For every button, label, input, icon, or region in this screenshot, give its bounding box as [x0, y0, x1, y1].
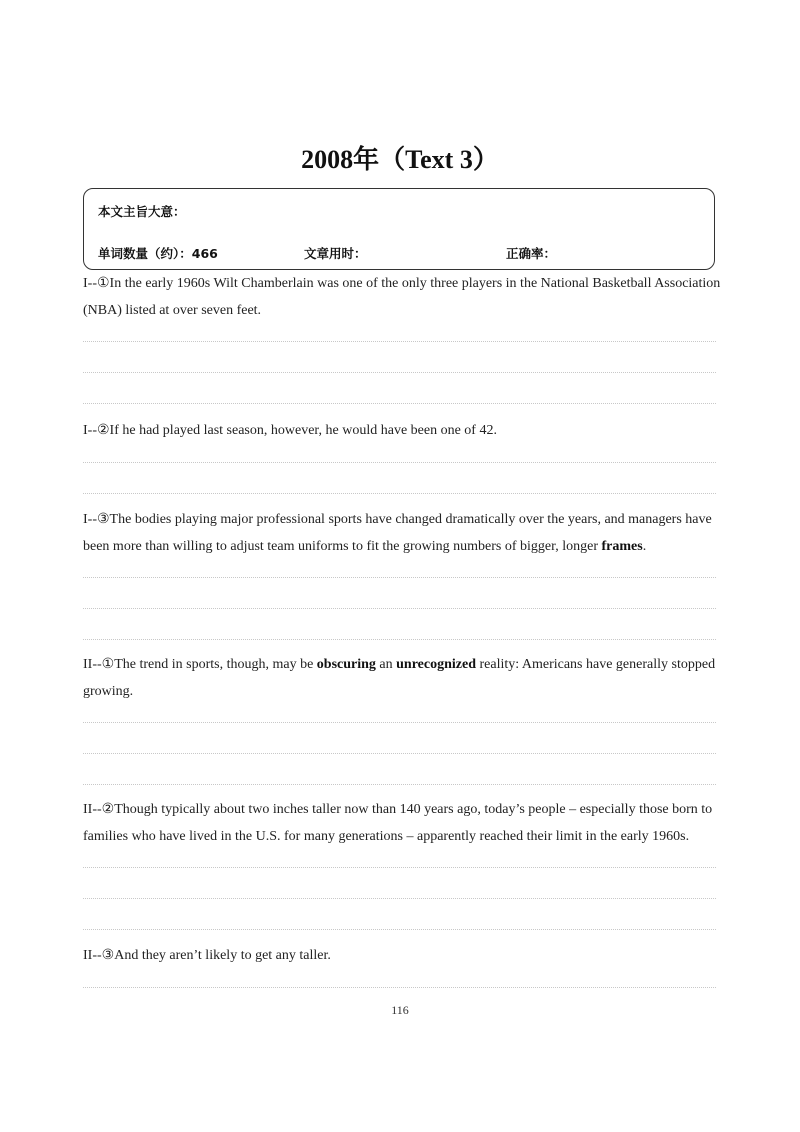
sentence-1-1 — [83, 270, 723, 324]
sentence-id: II--③ — [83, 948, 115, 963]
time-label: 文章用时： — [304, 246, 367, 261]
sentence-text: The bodies playing major professional sports have changed dramatically over the years, and managers have been more than willing to adjust team uniforms to fit the growing numbers of bigger, longer — [83, 512, 712, 554]
sentence-text: If he had played last season, however, he would have been one of 42. — [109, 423, 497, 438]
page-number: 116 — [391, 1003, 409, 1017]
answer-line — [83, 898, 716, 899]
answer-line — [83, 372, 716, 373]
sentence-text: In the early 1960s Wilt Chamberlain was one of the only three players in the National Basketball Association (NBA) listed at over seven feet. — [83, 276, 721, 318]
vocab-word: unrecognized — [396, 657, 476, 672]
sentence-id: I--① — [83, 276, 110, 291]
main-idea-label: 本文主旨大意： — [98, 204, 186, 219]
answer-line — [83, 403, 716, 404]
answer-line — [83, 867, 716, 868]
sentence-2-1 — [83, 651, 723, 705]
answer-line — [83, 462, 716, 463]
answer-line — [83, 577, 716, 578]
answer-line — [83, 639, 716, 640]
accuracy-label: 正确率： — [506, 246, 557, 261]
answer-line — [83, 987, 716, 988]
word-count-label: 单词数量（约）：466 — [98, 246, 218, 261]
answer-line — [83, 929, 716, 930]
sentence-2-3 — [83, 942, 723, 969]
vocab-word: obscuring — [316, 657, 376, 672]
sentence-2-2 — [83, 796, 723, 850]
sentence-text: an — [375, 657, 397, 672]
sentence-1-2 — [83, 417, 723, 444]
sentence-text: The trend in sports, though, may be — [114, 657, 317, 672]
sentence-id: II--① — [83, 657, 115, 672]
answer-line — [83, 608, 716, 609]
sentence-id: I--③ — [83, 512, 110, 527]
sentence-id: I--② — [83, 423, 110, 438]
answer-line — [83, 493, 716, 494]
sentence-text: reality: Americans have generally stopped growing. — [83, 657, 716, 699]
answer-line — [83, 722, 716, 723]
sentence-1-3 — [83, 506, 723, 560]
sentence-text: And they aren’t likely to get any taller. — [114, 948, 331, 963]
answer-line — [83, 341, 716, 342]
info-box — [83, 188, 715, 270]
sentence-text: . — [642, 539, 647, 554]
vocab-word: frames — [601, 539, 643, 554]
answer-line — [83, 784, 716, 785]
sentence-id: II--② — [83, 802, 115, 817]
sentence-text: Though typically about two inches taller now than 140 years ago, today’s people – especially those born to families who have lived in the U.S. for many generations – apparently reached their limit in the early 1960s. — [83, 802, 713, 844]
page-title: 2008年（Text 3） — [301, 145, 499, 174]
answer-line — [83, 753, 716, 754]
